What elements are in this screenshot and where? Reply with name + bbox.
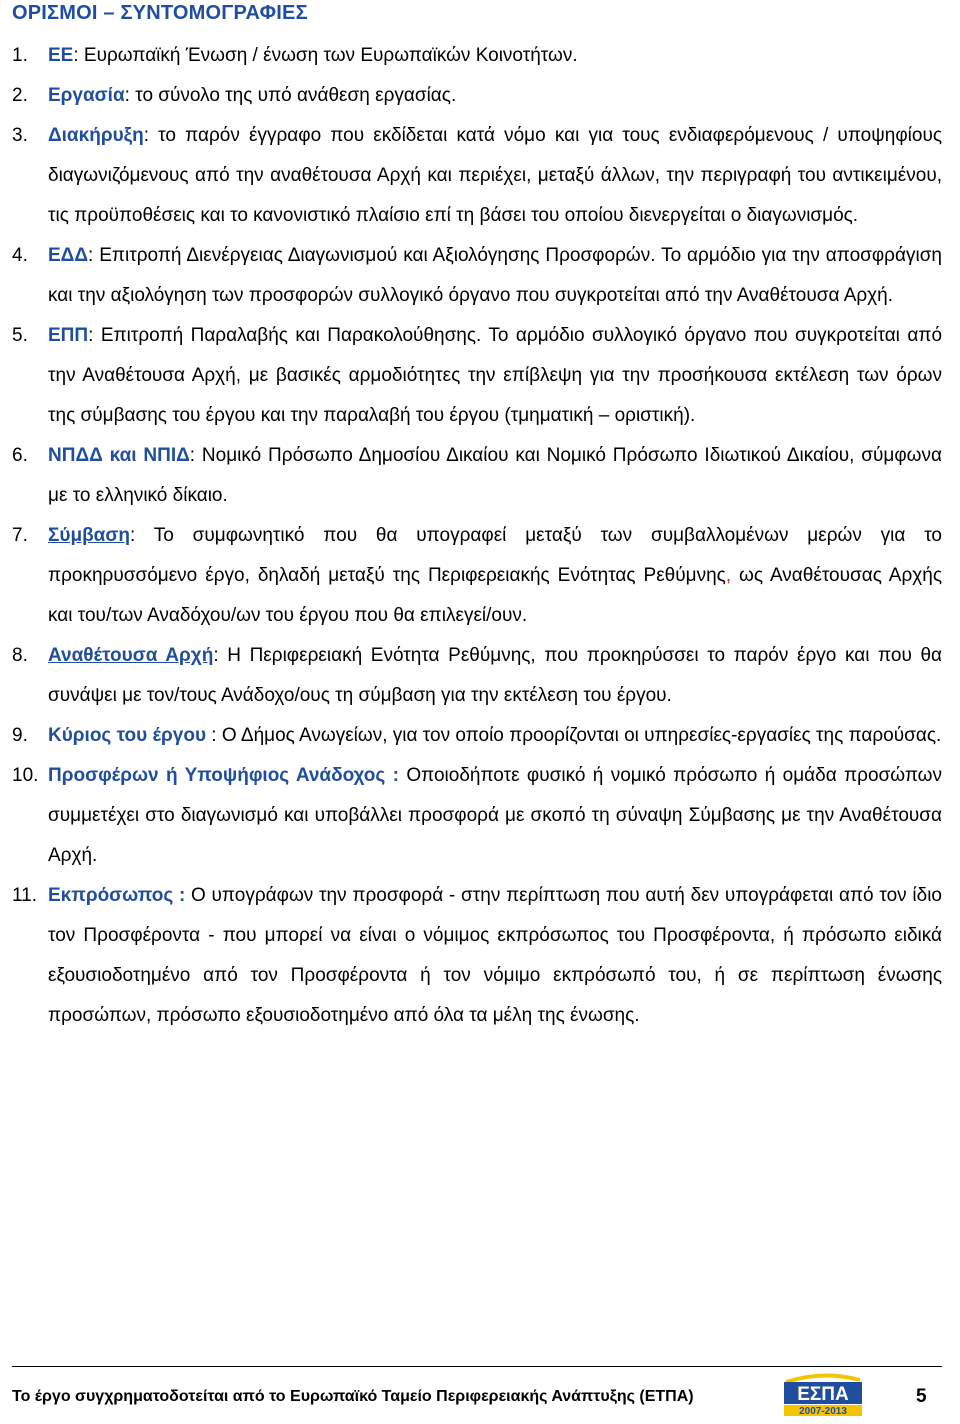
definition-term: Αναθέτουσα Αρχή (48, 645, 214, 666)
definition-term: Εργασία (48, 85, 125, 106)
item-number: 10. (12, 765, 39, 786)
definition-separator: : (206, 725, 222, 746)
definition-text: το παρόν έγγραφο που εκδίδεται κατά νόμο και για τους ενδιαφερόμενους / υποψηφίους διαγωνιζόμενους από την αναθέτουσα Αρχή και περιέχει, μεταξύ άλλων, την περιγραφή του αντικειμένου, τις προϋποθέσεις και το κανονιστικό πλαίσιο επί τη βάσει του οποίου διενεργείται ο διαγωνισμός. (48, 125, 942, 226)
definition-text: Η Περιφερειακή Ενότητα Ρεθύμνης, που προκηρύσσει το παρόν έργο και που θα συνάψει με τον/τους Ανάδοχο/ους τη σύμβαση για την εκτέλεση του έργου. (48, 645, 943, 706)
item-number: 5. (12, 325, 28, 346)
item-number: 8. (12, 645, 28, 666)
logo-text: ΕΣΠΑ (797, 1384, 849, 1405)
definition-item-4 (0, 236, 960, 316)
definition-separator: : (189, 445, 202, 466)
accent-comma: , (725, 565, 732, 586)
definition-separator: : (88, 325, 101, 346)
logo-years: 2007-2013 (799, 1406, 847, 1417)
definition-separator: : (143, 125, 159, 146)
definition-text-cont: ως Αναθέτουσας Αρχής και του/των Αναδόχου/ων του έργου που θα επιλεγεί/ουν. (48, 565, 942, 626)
definition-text: το σύνολο της υπό ανάθεση εργασίας. (135, 85, 457, 106)
page-number: 5 (916, 1386, 927, 1407)
definition-separator: : (73, 45, 84, 66)
definition-text: Ευρωπαϊκή Ένωση / ένωση των Ευρωπαϊκών Κοινοτήτων. (83, 45, 578, 66)
definition-item-7 (0, 516, 960, 636)
logo-arc (786, 1375, 860, 1382)
definition-term: ΕΔΔ (48, 245, 88, 266)
definition-item-2 (0, 76, 960, 116)
definition-term: Εκπρόσωπος (48, 885, 174, 906)
definition-separator: : (124, 85, 136, 106)
item-number: 7. (12, 525, 28, 546)
definition-item-6 (0, 436, 960, 516)
definition-term: Κύριος του έργου (48, 725, 207, 746)
definition-text: Επιτροπή Διενέργειας Διαγωνισμού και Αξιολόγησης Προσφορών. Το αρμόδιο για την αποσφράγιση και την αξιολόγηση των προσφορών συλλογικό όργανο που συγκροτείται από την Αναθέτουσα Αρχή. (48, 245, 942, 306)
definition-item-5 (0, 316, 960, 436)
definition-item-10 (0, 756, 960, 876)
definition-term: ΕΕ (48, 45, 74, 66)
page-title: ΟΡΙΣΜΟΙ – ΣΥΝΤΟΜΟΓΡΑΦΙΕΣ (12, 2, 308, 24)
definition-text: Επιτροπή Παραλαβής και Παρακολούθησης. Το αρμόδιο συλλογικό όργανο που συγκροτείται από την Αναθέτουσα Αρχή, με βασικές αρμοδιότητες την επίβλεψη για την προσήκουσα εκτέλεση των όρων της σύμβασης του έργου και την παραλαβή του έργου (τμηματική – οριστική). (48, 325, 943, 426)
item-number: 2. (12, 85, 28, 106)
item-number: 6. (12, 445, 28, 466)
item-number: 11. (12, 885, 38, 906)
item-number: 4. (12, 245, 28, 266)
definition-term: Προσφέρων ή Υποψήφιος Ανάδοχος (48, 765, 386, 786)
footer-funding-text: Το έργο συγχρηματοδοτείται από το Ευρωπαϊκό Ταμείο Περιφερειακής Ανάπτυξης (ΕΤΠΑ) (12, 1388, 694, 1405)
item-number: 3. (12, 125, 28, 146)
definition-text: Ο υπογράφων την προσφορά - στην περίπτωση που αυτή δεν υπογράφεται από τον ίδιο τον Προσφέροντα - που μπορεί να είναι ο νόμιμος εκπρόσωπος του Προσφέροντα, ή πρόσωπο ειδικά εξουσιοδοτημένο από τον Προσφέροντα ή τον νόμιμο εκπρόσωπό του, ή σε περίπτωση ένωσης προσώπων, πρόσωπο εξουσιοδοτημένο από όλα τα μέλη της ένωσης. (48, 885, 942, 1026)
item-number: 1. (12, 45, 28, 66)
definition-text: Οποιοδήποτε φυσικό ή νομικό πρόσωπο ή ομάδα προσώπων συμμετέχει στο διαγωνισμό και υποβάλλει προσφορά με σκοπό τη σύναψη Σύμβασης με την Αναθέτουσα Αρχή. (48, 765, 942, 866)
definition-separator: : (129, 525, 154, 546)
espa-logo (782, 1372, 864, 1418)
definitions-list (0, 36, 960, 1036)
definition-text: Νομικό Πρόσωπο Δημοσίου Δικαίου και Νομικό Πρόσωπο Ιδιωτικού Δικαίου, σύμφωνα με το ελληνικό δίκαιο. (48, 445, 943, 506)
definition-term: Διακήρυξη (48, 125, 144, 146)
definition-term: ΕΠΠ (48, 325, 89, 346)
definition-separator: : (173, 885, 192, 906)
definition-term: Σύμβαση (48, 525, 130, 546)
definition-separator: : (385, 765, 407, 786)
footer-divider (12, 1366, 942, 1367)
definition-item-8 (0, 636, 960, 716)
definition-text: Ο Δήμος Ανωγείων, για τον οποίο προορίζονται οι υπηρεσίες-εργασίες της παρούσας. (221, 725, 942, 746)
definition-item-1 (0, 36, 960, 76)
definition-item-3 (0, 116, 960, 236)
definition-term: ΝΠΔΔ και ΝΠΙΔ (48, 445, 190, 466)
item-number: 9. (12, 725, 28, 746)
definition-separator: : (88, 245, 100, 266)
definition-item-9 (0, 716, 960, 756)
definition-text: Το συμφωνητικό που θα υπογραφεί μεταξύ των συμβαλλομένων μερών για το προκηρυσσόμενο έργο, δηλαδή μεταξύ της Περιφερειακής Ενότητας Ρεθύμνης (48, 525, 943, 586)
definition-separator: : (213, 645, 228, 666)
definition-item-11 (0, 876, 960, 1036)
